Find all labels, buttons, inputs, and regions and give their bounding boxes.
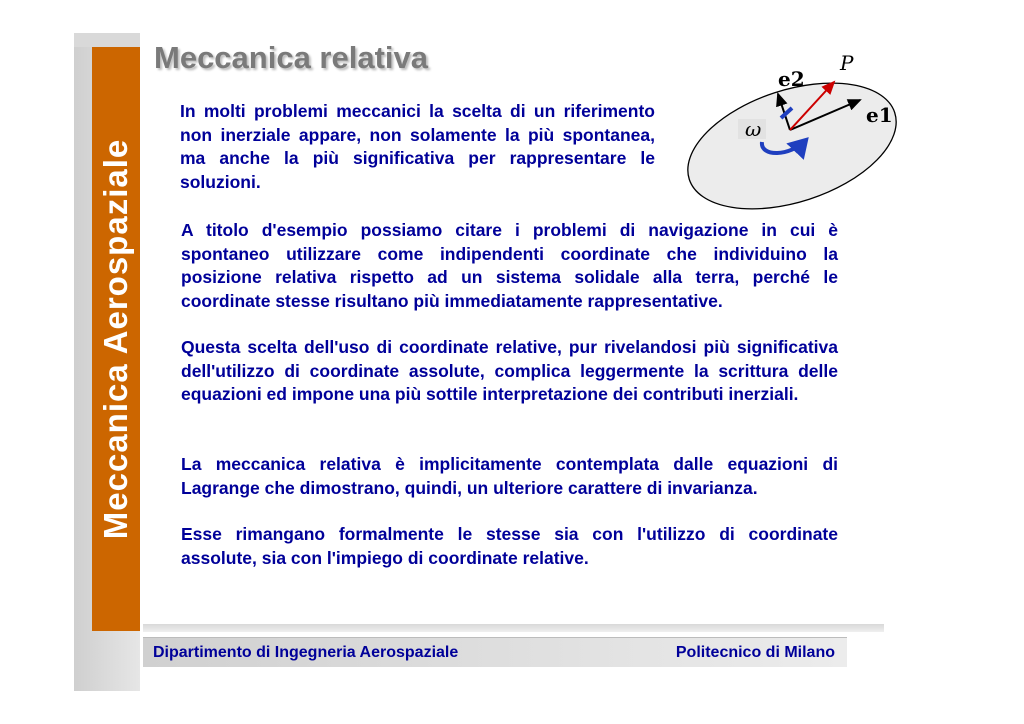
rotating-frame-diagram — [680, 42, 900, 212]
sidebar-top-strip — [74, 33, 140, 47]
paragraph-4: La meccanica relativa è implicitamente contemplata dalle equazioni di Lagrange che dimostrano, quindi, un ulteriore carattere di invarianza. — [181, 454, 838, 498]
paragraph-2: A titolo d'esempio possiamo citare i problemi di navigazione in cui è spontaneo utilizzare come indipendenti coordinate che individuino la posizione relativa rispetto ad un sistema solidale alla terra, perché le coordinate stesse risultano più immediatamente rappresentative. — [181, 220, 838, 311]
slide-title: Meccanica relativa — [154, 40, 429, 75]
omega-label: ω — [745, 117, 762, 141]
footer-university: Politecnico di Milano — [675, 644, 835, 661]
paragraph-5: Esse rimangano formalmente le stesse sia con l'utilizzo di coordinate assolute, sia con l'impiego di coordinate relative. — [181, 524, 838, 568]
paragraph-3: Questa scelta dell'uso di coordinate relative, pur rivelandosi più significativa dell'utilizzo di coordinate assolute, complica leggermente la scrittura delle equazioni ed impone una più sottile interpretazione dei contributi inerziali. — [181, 337, 838, 404]
e1-label: e1 — [866, 103, 893, 127]
footer-bar — [143, 637, 847, 667]
footer-department: Dipartimento di Ingegneria Aerospaziale — [153, 644, 459, 661]
paragraph-1: In molti problemi meccanici la scelta di un riferimento non inerziale appare, non solamente la più spontanea, ma anche la più significativa per rappresentare le soluzioni. — [180, 101, 655, 192]
footer-shadow — [143, 624, 884, 632]
p-label: P — [840, 51, 854, 75]
e2-label: e2 — [778, 67, 805, 91]
sidebar-label: Meccanica Aerospaziale — [97, 138, 134, 540]
